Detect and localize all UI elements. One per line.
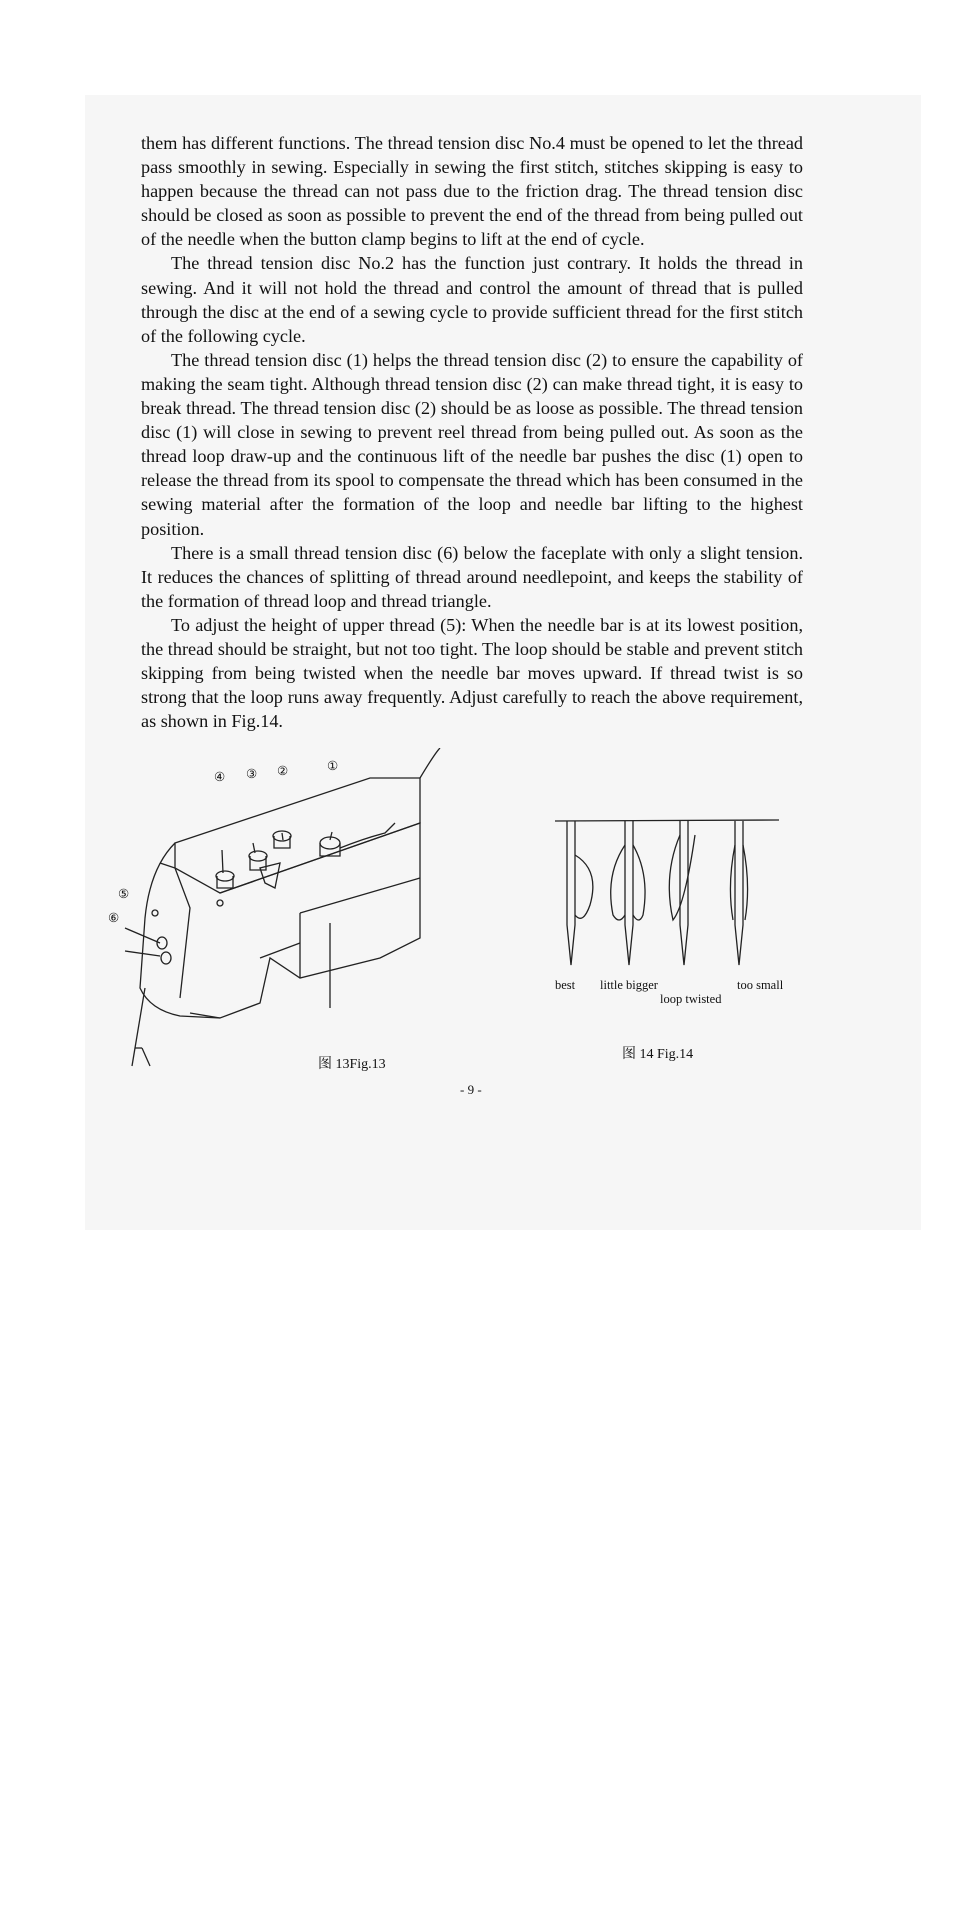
callout-1: ① xyxy=(327,759,339,773)
machine-head-drawing xyxy=(120,748,530,1073)
body-text xyxy=(141,131,803,733)
figure-14 xyxy=(555,815,795,1015)
label-little-bigger: little bigger xyxy=(600,978,658,992)
paragraph-2: The thread tension disc No.2 has the function just contrary. It holds the thread in sewing. And it will not hold the thread and control the amount of thread that is pulled through the disc at the end of a sewing cycle to provide sufficient thread for the first stitch of the following cycle. xyxy=(141,253,803,346)
callout-2: ② xyxy=(277,764,289,778)
label-best: best xyxy=(555,978,576,992)
figure-14-caption: 图 14 Fig.14 xyxy=(622,1047,694,1062)
paragraph-1: them has different functions. The thread tension disc No.4 must be opened to let the thread pass smoothly in sewing. Especially in sewing the first stitch, stitches skipping is easy to happen because the thread can not pass due to the friction drag. The thread tension disc should be closed as soon as possible to prevent the end of the thread from being pulled out of the needle when the button clamp begins to lift at the end of cycle. xyxy=(141,133,803,250)
loop-shapes-drawing xyxy=(555,815,795,975)
callout-4: ④ xyxy=(214,770,226,784)
paragraph-3: The thread tension disc (1) helps the thread tension disc (2) to ensure the capability of making the seam tight. Although thread tension disc (2) can make thread tight, it is easy to break thread. The thread tension disc (2) should be as loose as possible. The thread tension disc (1) will close in sewing to prevent reel thread from being pulled out. As soon as the thread loop draw-up and the continuous lift of the needle bar pushes the disc (1) open to release the thread from its spool to compensate the thread which has been consumed in the sewing material after the formation of the loop and needle bar lifting to the highest position. xyxy=(141,349,803,539)
paragraph-5: To adjust the height of upper thread (5): When the needle bar is at its lowest position, the thread should be straight, but not too tight. The loop should be stable and prevent stitch skipping from being twisted when the needle bar moves upward. If thread twist is so strong that the loop runs away frequently. Adjust carefully to reach the above requirement, as shown in Fig.14. xyxy=(141,614,803,732)
page-number: - 9 - xyxy=(460,1082,482,1097)
paragraph-4: There is a small thread tension disc (6) below the faceplate with only a slight tension. It reduces the chances of splitting of thread around needlepoint, and keeps the stability of the formation of thread loop and thread triangle. xyxy=(141,542,803,611)
label-too-small: too small xyxy=(737,978,784,992)
callout-3: ③ xyxy=(246,767,258,781)
figure-13-caption: 图 13Fig.13 xyxy=(318,1057,386,1072)
callout-5: ⑤ xyxy=(118,887,130,901)
label-loop-twisted: loop twisted xyxy=(660,992,722,1006)
callout-6: ⑥ xyxy=(108,911,120,925)
figure-13 xyxy=(108,748,530,1073)
